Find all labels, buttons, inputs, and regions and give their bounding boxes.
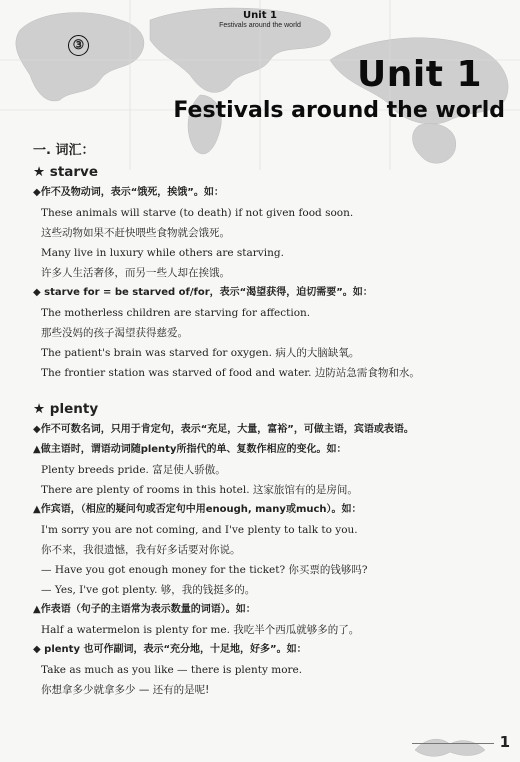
usage-rule: ▲作宾语，（相应的疑问句或否定句中用enough, many或much）。如： <box>33 504 362 515</box>
example-sentence: Take as much as you like — there is plenty more. <box>41 664 303 676</box>
running-header-subtitle: Festivals around the world <box>219 22 301 29</box>
footer-divider <box>412 743 494 744</box>
example-sentence: I'm sorry you are not coming, and I've plenty to talk to you. <box>41 524 358 536</box>
vocab-headword: ★ starve <box>33 164 99 180</box>
mini-globe-decoration <box>410 730 490 762</box>
example-sentence: There are plenty of rooms in this hotel. 这家旅馆有的是房间。 <box>41 484 358 496</box>
lesson-number-badge: ③ <box>68 35 89 56</box>
usage-rule: ◆作不及物动词，表示“饿死，挨饿”。如： <box>33 187 224 198</box>
page-subtitle: Festivals around the world <box>173 98 505 123</box>
example-sentence: 那些没妈的孩子渴望获得慈爱。 <box>41 327 188 339</box>
example-sentence: — Have you got enough money for the ticket? 你买票的钱够吗? <box>41 564 368 576</box>
usage-rule: ▲作表语（句子的主语常为表示数量的词语）。如： <box>33 604 256 615</box>
example-sentence: The motherless children are starving for affection. <box>41 307 311 319</box>
vocab-headword: ★ plenty <box>33 401 99 417</box>
example-sentence: — Yes, I've got plenty. 够，我的钱挺多的。 <box>41 584 256 596</box>
usage-rule: ▲做主语时，谓语动词随plenty所指代的单、复数作相应的变化。如： <box>33 444 347 455</box>
example-sentence: 这些动物如果不赶快喂些食物就会饿死。 <box>41 227 230 239</box>
running-header-unit: Unit 1 <box>243 10 277 21</box>
usage-rule: ◆ plenty 也可作副词，表示“充分地，十足地，好多”。如： <box>33 644 307 655</box>
example-sentence: Many live in luxury while others are starving. <box>41 247 284 259</box>
example-sentence: These animals will starve (to death) if not given food soon. <box>41 207 354 219</box>
vocabulary-content <box>33 140 513 700</box>
usage-rule: ◆作不可数名词，只用于肯定句，表示“充足，大量，富裕”，可做主语，宾语或表语。 <box>33 424 414 435</box>
page-number: 1 <box>499 733 510 751</box>
example-sentence: Plenty breeds pride. 富足使人骄傲。 <box>41 464 226 476</box>
section-heading: 一. 词汇： <box>33 143 95 158</box>
page-title: Unit 1 <box>357 54 482 95</box>
usage-rule: ◆ starve for = be starved of/for，表示“渴望获得，迫切需要”。如： <box>33 287 373 298</box>
example-sentence: 你想拿多少就拿多少 — 还有的是呢! <box>41 684 210 696</box>
example-sentence: 你不来，我很遗憾，我有好多话要对你说。 <box>41 544 241 556</box>
example-sentence: The patient's brain was starved for oxygen. 病人的大脑缺氧。 <box>41 347 360 359</box>
example-sentence: 许多人生活奢侈，而另一些人却在挨饿。 <box>41 267 230 279</box>
spacer <box>33 383 513 399</box>
example-sentence: The frontier station was starved of food and water. 边防站急需食物和水。 <box>41 367 420 379</box>
example-sentence: Half a watermelon is plenty for me. 我吃半个西瓜就够多的了。 <box>41 624 360 636</box>
